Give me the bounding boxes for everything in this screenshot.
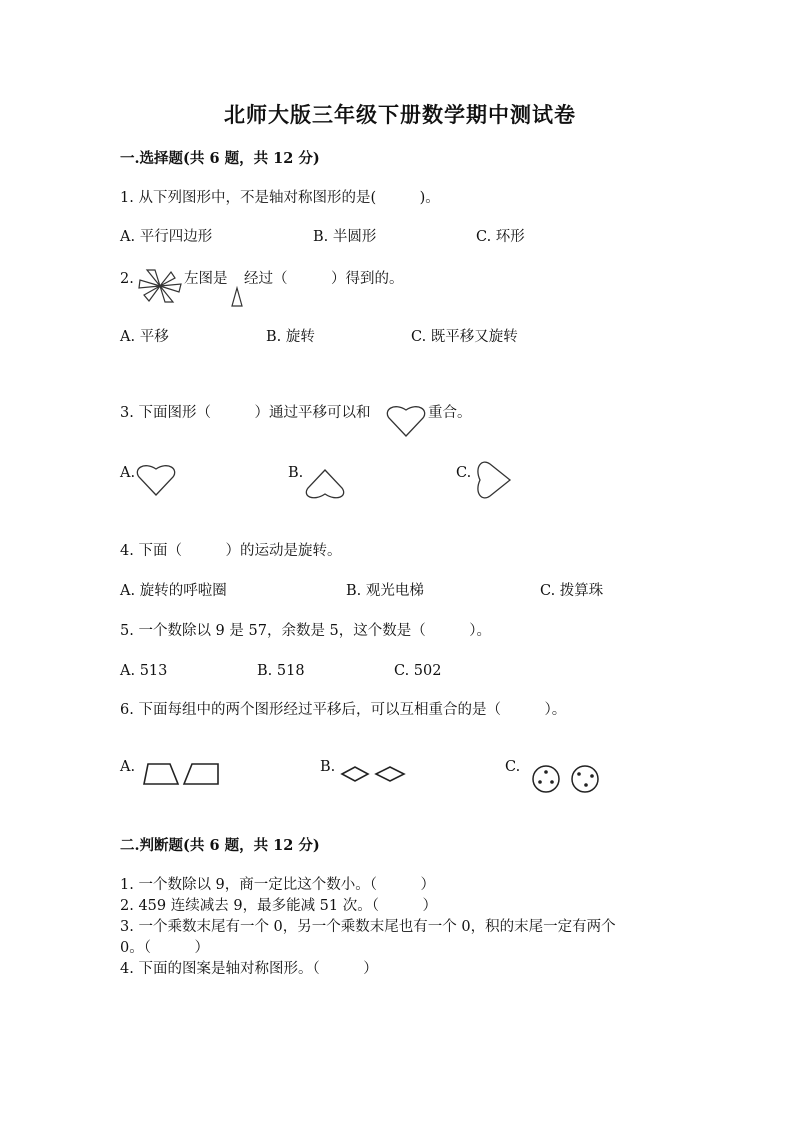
question-2-stem-part1: 左图是	[184, 271, 228, 287]
question-6-option-c: C.	[505, 759, 521, 775]
question-1-option-a: A. 平行四边形	[120, 229, 213, 245]
question-5-stem: 5. 一个数除以 9 是 57，余数是 5，这个数是（ ）。	[120, 623, 492, 639]
diamond-pair-figure	[340, 764, 408, 784]
question-4-stem: 4. 下面（ ）的运动是旋转。	[120, 543, 342, 559]
question-5-option-b: B. 518	[257, 663, 305, 679]
judgment-item-3-line1: 3. 一个乘数末尾有一个 0，另一个乘数末尾也有一个 0，积的末尾一定有两个	[120, 919, 616, 935]
page-title: 北师大版三年级下册数学期中测试卷	[224, 102, 576, 127]
question-3-stem-part2: 重合。	[428, 405, 472, 421]
question-4-option-b: B. 观光电梯	[346, 583, 424, 599]
judgment-item-4: 4. 下面的图案是轴对称图形。（ ）	[120, 961, 378, 977]
question-2-number: 2.	[120, 271, 134, 287]
triangle-blade-figure	[230, 287, 244, 307]
question-2-option-c: C. 既平移又旋转	[411, 329, 518, 345]
question-1-option-b: B. 半圆形	[313, 229, 377, 245]
question-3-option-a: A.	[120, 465, 136, 481]
pinwheel-figure	[137, 268, 183, 304]
question-5-option-a: A. 513	[120, 663, 168, 679]
question-3-option-c: C.	[456, 465, 472, 481]
dotted-circle-pair-figure	[530, 764, 604, 794]
question-4-option-c: C. 拨算珠	[540, 583, 604, 599]
judgment-item-1: 1. 一个数除以 9，商一定比这个数小。（ ）	[120, 877, 436, 893]
question-3-stem-part1: 3. 下面图形（ ）通过平移可以和	[120, 405, 371, 421]
heart-rotated-option-c-icon	[472, 461, 512, 499]
question-1-stem: 1. 从下列图形中，不是轴对称图形的是( )。	[120, 190, 440, 206]
heart-option-a-icon	[136, 463, 176, 497]
heart-reference-figure	[386, 404, 426, 438]
question-4-option-a: A. 旋转的呼啦圈	[120, 583, 227, 599]
section-heading-judgment: 二.判断题(共 6 题，共 12 分)	[120, 837, 320, 854]
question-2-option-a: A. 平移	[120, 329, 169, 345]
question-6-stem: 6. 下面每组中的两个图形经过平移后，可以互相重合的是（ ）。	[120, 702, 567, 718]
question-2-stem-part2: 经过（ ）得到的。	[244, 271, 404, 287]
section-heading-choice: 一.选择题(共 6 题，共 12 分)	[120, 150, 320, 167]
heart-upside-down-option-b-icon	[304, 468, 346, 500]
question-6-option-a: A.	[120, 759, 136, 775]
question-5-option-c: C. 502	[394, 663, 442, 679]
question-6-option-b: B.	[320, 759, 336, 775]
question-1-option-c: C. 环形	[476, 229, 525, 245]
judgment-item-2: 2. 459 连续减去 9，最多能减 51 次。（ ）	[120, 898, 437, 914]
question-3-option-b: B.	[288, 465, 304, 481]
trapezoid-pair-figure	[142, 762, 222, 786]
question-2-option-b: B. 旋转	[266, 329, 315, 345]
judgment-item-3-line2: 0。（ ）	[120, 940, 209, 956]
